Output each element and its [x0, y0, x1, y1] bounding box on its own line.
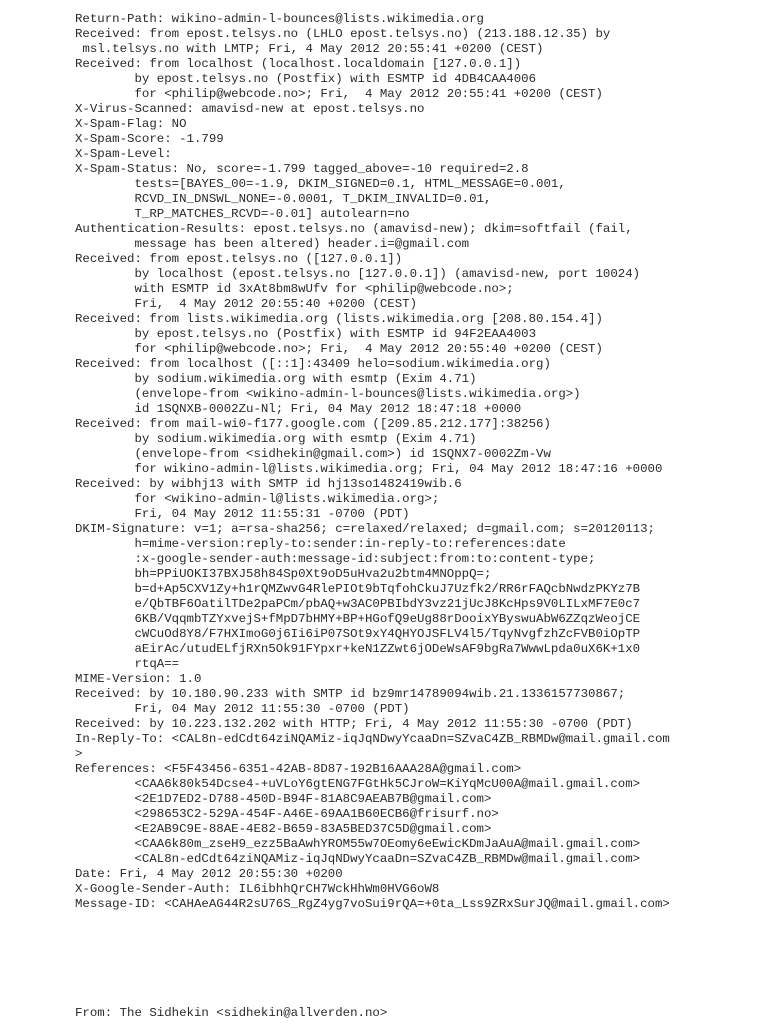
header-line: tests=[BAYES_00=-1.9, DKIM_SIGNED=0.1, HTML_MESSAGE=0.001, — [75, 177, 566, 191]
header-line: Received: from epost.telsys.no ([127.0.0.1]) — [75, 252, 403, 266]
header-line: Received: from mail-wi0-f177.google.com ([209.85.212.177]:38256) — [75, 417, 551, 431]
header-line: Message-ID: <CAHAeAG44R2sU76S_RgZ4yg7voSui9rQA=+0ta_Lss9ZRxSurJQ@mail.gmail.com> — [75, 897, 670, 911]
header-line: References: <F5F43456-6351-42AB-8D87-192B16AAA28A@gmail.com> — [75, 762, 522, 776]
header-line: for <philip@webcode.no>; Fri, 4 May 2012 20:55:41 +0200 (CEST) — [75, 87, 603, 101]
header-line: Fri, 4 May 2012 20:55:40 +0200 (CEST) — [75, 297, 418, 311]
header-line: Received: by 10.223.132.202 with HTTP; Fri, 4 May 2012 11:55:30 -0700 (PDT) — [75, 717, 633, 731]
header-line: Return-Path: wikino-admin-l-bounces@lists.wikimedia.org — [75, 12, 484, 26]
header-line: > — [75, 747, 83, 761]
header-line: <298653C2-529A-454F-A46E-69AA1B60ECB6@frisurf.no> — [75, 807, 499, 821]
header-line: MIME-Version: 1.0 — [75, 672, 202, 686]
header-line: DKIM-Signature: v=1; a=rsa-sha256; c=relaxed/relaxed; d=gmail.com; s=20120113; — [75, 522, 655, 536]
header-line: id 1SQNXB-0002Zu-Nl; Fri, 04 May 2012 18:47:18 +0000 — [75, 402, 522, 416]
header-line: Received: from localhost (localhost.localdomain [127.0.0.1]) — [75, 57, 522, 71]
header-line: Date: Fri, 4 May 2012 20:55:30 +0200 — [75, 867, 343, 881]
header-line: h=mime-version:reply-to:sender:in-reply-to:references:date — [75, 537, 566, 551]
header-line: X-Spam-Score: -1.799 — [75, 132, 224, 146]
header-line: (envelope-from <wikino-admin-l-bounces@lists.wikimedia.org>) — [75, 387, 581, 401]
header-line: for wikino-admin-l@lists.wikimedia.org; Fri, 04 May 2012 18:47:16 +0000 — [75, 462, 663, 476]
header-line: message has been altered) header.i=@gmail.com — [75, 237, 470, 251]
header-line: msl.telsys.no with LMTP; Fri, 4 May 2012 20:55:41 +0200 (CEST) — [75, 42, 544, 56]
header-line: <E2AB9C9E-88AE-4E82-B659-83A5BED37C5D@gmail.com> — [75, 822, 492, 836]
header-line: X-Spam-Status: No, score=-1.799 tagged_above=-10 required=2.8 — [75, 162, 529, 176]
header-line: Fri, 04 May 2012 11:55:31 -0700 (PDT) — [75, 507, 410, 521]
header-line: Fri, 04 May 2012 11:55:30 -0700 (PDT) — [75, 702, 410, 716]
email-headers-block — [75, 12, 765, 912]
header-line: by sodium.wikimedia.org with esmtp (Exim 4.71) — [75, 432, 477, 446]
header-line: rtqA== — [75, 657, 180, 671]
header-line: X-Spam-Flag: NO — [75, 117, 187, 131]
header-line: aEirAc/utudELfjRXn5Ok91FYpxr+keN1ZZwt6jODeWsAF9bgRa7WwwLpda0uX6K+1x0 — [75, 642, 641, 656]
header-line: by sodium.wikimedia.org with esmtp (Exim 4.71) — [75, 372, 477, 386]
header-line: e/QbTBF6OatilTDe2paPCm/pbAQ+w3AC0PBIbdY3vz21jUcJ8KcHps9V0LILxMF7E0c7 — [75, 597, 641, 611]
header-line: X-Google-Sender-Auth: IL6ibhhQrCH7WckHhWm0HVG6oW8 — [75, 882, 440, 896]
header-line: <2E1D7ED2-D788-450D-B94F-81A8C9AEAB7B@gmail.com> — [75, 792, 492, 806]
header-line: for <philip@webcode.no>; Fri, 4 May 2012 20:55:40 +0200 (CEST) — [75, 342, 603, 356]
header-line: X-Virus-Scanned: amavisd-new at epost.telsys.no — [75, 102, 425, 116]
header-line: cWCuOd8Y8/F7HXImoG0j6Ii6iP07SOt9xY4QHYOJSFLV4l5/TqyNvgfzhZcFVB0iOpTP — [75, 627, 641, 641]
header-line: Received: from lists.wikimedia.org (lists.wikimedia.org [208.80.154.4]) — [75, 312, 603, 326]
from-line: From: The Sidhekin <sidhekin@allverden.no> — [75, 1006, 388, 1020]
header-line: T_RP_MATCHES_RCVD=-0.01] autolearn=no — [75, 207, 410, 221]
header-line: Received: from localhost ([::1]:43409 helo=sodium.wikimedia.org) — [75, 357, 551, 371]
header-line: <CAL8n-edCdt64ziNQAMiz-iqJqNDwyYcaaDn=SZvaC4ZB_RBMDw@mail.gmail.com> — [75, 852, 641, 866]
header-line: with ESMTP id 3xAt8bm8wUfv for <philip@webcode.no>; — [75, 282, 514, 296]
header-line: 6KB/VqqmbTZYxvejS+fMpD7bHMY+BP+HGofQ9eUg88rDooixYByswuAbW6ZZqzWeojCE — [75, 612, 641, 626]
header-line: :x-google-sender-auth:message-id:subject:from:to:content-type; — [75, 552, 596, 566]
header-line: <CAA6k80m_zseH9_ezz5BaAwhYROM55w7OEomy6eEwicKDmJaAuA@mail.gmail.com> — [75, 837, 641, 851]
header-line: Received: by 10.180.90.233 with SMTP id bz9mr14789094wib.21.1336157730867; — [75, 687, 626, 701]
header-line: Received: from epost.telsys.no (LHLO epost.telsys.no) (213.188.12.35) by — [75, 27, 611, 41]
header-line: (envelope-from <sidhekin@gmail.com>) id 1SQNX7-0002Zm-Vw — [75, 447, 551, 461]
header-line: for <wikino-admin-l@lists.wikimedia.org>; — [75, 492, 440, 506]
header-line: RCVD_IN_DNSWL_NONE=-0.0001, T_DKIM_INVALID=0.01, — [75, 192, 492, 206]
header-line: by epost.telsys.no (Postfix) with ESMTP id 4DB4CAA4006 — [75, 72, 537, 86]
header-line: bh=PPiUOKI37BXJ58h84Sp0Xt9oD5uHva2u2btm4MNOppQ=; — [75, 567, 492, 581]
header-line: <CAA6k80k54Dcse4-+uVLoY6gtENG7FGtHk5CJroW=KiYqMcU00A@mail.gmail.com> — [75, 777, 641, 791]
header-line: In-Reply-To: <CAL8n-edCdt64ziNQAMiz-iqJqNDwyYcaaDn=SZvaC4ZB_RBMDw@mail.gmail.com — [75, 732, 670, 746]
header-line: Authentication-Results: epost.telsys.no (amavisd-new); dkim=softfail (fail, — [75, 222, 633, 236]
header-line: by epost.telsys.no (Postfix) with ESMTP id 94F2EAA4003 — [75, 327, 537, 341]
header-line: Received: by wibhj13 with SMTP id hj13so1482419wib.6 — [75, 477, 462, 491]
header-line: X-Spam-Level: — [75, 147, 172, 161]
header-line: b=d+Ap5CXV1Zy+h1rQMZwvG4RlePIOt9bTqfohCkuJ7Uzfk2/RR6rFAQcbNwdzPKYz7B — [75, 582, 641, 596]
header-line: by localhost (epost.telsys.no [127.0.0.1]) (amavisd-new, port 10024) — [75, 267, 641, 281]
